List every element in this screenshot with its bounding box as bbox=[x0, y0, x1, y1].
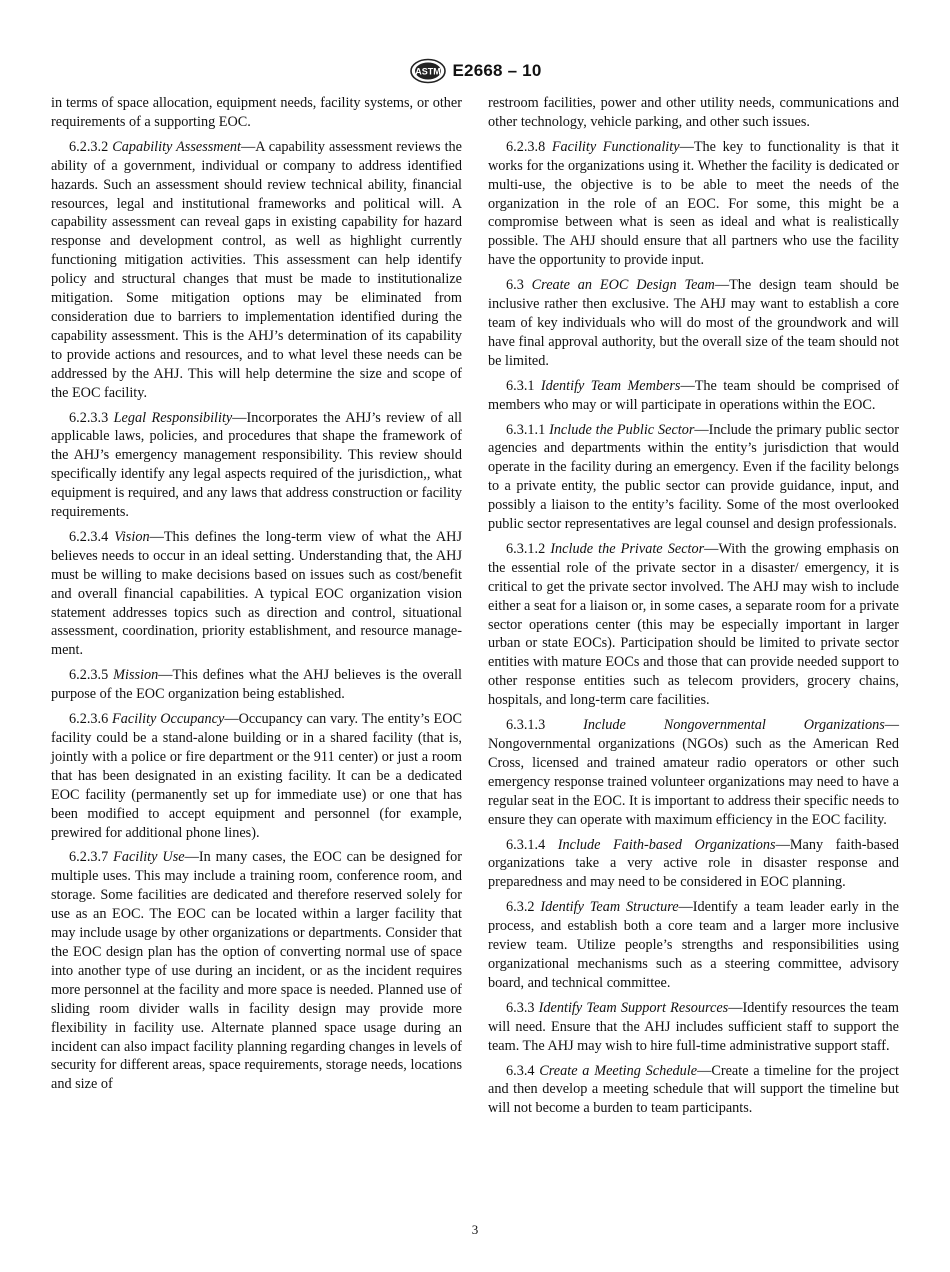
astm-logo-icon bbox=[409, 58, 447, 84]
page-header bbox=[0, 56, 950, 86]
section-title: Capability Assessment bbox=[112, 138, 242, 155]
section-body: —With the growing emphasis on the essential role of the private sector in a disaster/ emergency, it is critical to get the private sector involved. The AHJ may wish to include either a seat for a liaison or, in some cases, a separate room for a private sector operations center (this may be especially important in larger urban or state EOCs). Participation should be limited to private sector entities with mature EOCs and those that can provide needed support to other response entities such as telecom providers, grocery chains, hospitals, and long-term care facilities. bbox=[488, 540, 899, 709]
section-title: Legal Responsibility bbox=[113, 409, 233, 426]
right-column bbox=[488, 94, 899, 1124]
section-title: Facility Use bbox=[113, 849, 185, 866]
section-number: 6.2.3.3 bbox=[69, 409, 109, 426]
section-number: 6.2.3.8 bbox=[506, 138, 546, 155]
section-paragraph-6-3-2 bbox=[488, 898, 899, 993]
section-title: Include the Private Sector bbox=[550, 540, 705, 557]
section-paragraph-6-2-3-4 bbox=[51, 528, 462, 660]
section-paragraph-6-2-3-7 bbox=[51, 848, 462, 1094]
section-paragraph-6-3-1 bbox=[488, 377, 899, 415]
section-number: 6.3.3 bbox=[506, 999, 535, 1016]
section-number: 6.2.3.7 bbox=[69, 849, 109, 866]
section-number: 6.3.4 bbox=[506, 1062, 535, 1079]
section-title: Vision bbox=[114, 528, 150, 545]
section-body: —This defines the long-term view of what the AHJ believes needs to occur in an ideal setting. Understanding that, the AHJ must be willing to make decisions based on issues such as cost/benefit and overall financial capabilities. A typical EOC organization vision statement addresses topics such as direction and control, situational assessment, coordination, priority establishment, and resource management. bbox=[51, 528, 463, 659]
section-number: 6.3.1.4 bbox=[506, 836, 546, 853]
section-title: Identify Team Support Resources bbox=[538, 999, 729, 1016]
section-number: 6.2.3.5 bbox=[69, 667, 109, 684]
section-body: —The key to functionality is that it works for the organizations using it. Whether the facility is dedicated or multi-use, the objective is to be able to meet the needs of the organization in the role of an EOC. For some, this might be a compromise between what is seen as ideal and what is realistically possible. The AHJ should ensure that all partners who use the facility have the opportunity to provide input. bbox=[488, 138, 900, 269]
section-title: Identify Team Structure bbox=[540, 899, 679, 916]
section-paragraph-6-3-3 bbox=[488, 999, 899, 1056]
section-number: 6.2.3.4 bbox=[69, 528, 109, 545]
section-body: —In many cases, the EOC can be designed for multiple uses. This may include a training room, conference room, and storage. Some facilities are dedicated and therefore reserved solely for use as an EOC. The EOC can be located within a larger facility that may include usage by other organizations or departments. Consider that the EOC design plan has the option of converting normal use of space into another type of use during an incident, or as the incident requires more personnel at the facility and more space is needed. Planned use of sliding room divider walls in facility design may provide more flexibility in facility use. Alternate planned space usage during an incident can also impact facility planning regarding changes in levels of security for different areas, space requirements, storage needs, locations and size of bbox=[51, 849, 463, 1093]
section-body: —A capability assessment reviews the ability of a government, individual or company to address identified hazards. Such an assessment should review technical ability, financial resources, legal and institutional frameworks and political will. A capability assessment can reveal gaps in existing capability for hazard response and development control, as well as highlight currently functioning mitigation activities. This assessment can help identify policy and structural changes that must be made to institutionalize mitigation. Some mitigation options may be eliminated from consideration due to barriers to implementation identified during the capability assessment. This is the AHJ’s determination of its capability to provide actions and resources, and to what level these needs can be addressed by the AHJ. This will help determine the size and scope of the EOC facility. bbox=[51, 138, 462, 401]
section-paragraph-6-3-1-4 bbox=[488, 836, 899, 893]
section-paragraph-6-3-1-3 bbox=[488, 716, 899, 829]
section-title: Facility Functionality bbox=[551, 138, 680, 155]
section-paragraph-6-3-1-1 bbox=[488, 421, 899, 534]
left-continuation-paragraph: in terms of space allocation, equipment needs, facility systems, or other requirements of a supporting EOC. bbox=[51, 95, 462, 130]
section-title: Include Faith-based Organizations bbox=[557, 836, 776, 853]
section-paragraph-6-3 bbox=[488, 276, 899, 371]
section-paragraph-6-3-4 bbox=[488, 1062, 899, 1119]
section-title: Facility Occupancy bbox=[112, 711, 225, 728]
section-title: Create a Meeting Schedule bbox=[539, 1062, 698, 1079]
section-body: —Occupancy can vary. The entity’s EOC facility could be a stand-alone building or in a shared facility (that is, jointly with a police or fire department or the 911 center) or just a room that has been designated in an existing facility. It can be a dedicated EOC facility (permanently set up for immediate use) or one that has been modified to accept equipment and personnel (for example, prewired for additional phone lines). bbox=[51, 711, 463, 841]
section-number: 6.3.2 bbox=[506, 899, 535, 916]
section-paragraph-6-3-1-2 bbox=[488, 540, 899, 710]
section-body: —The design team should be inclusive rather then exclusive. The AHJ may want to establish a core team of key individuals who will do most of the groundwork and will have final approval authority, but the overall size of the team should not be limited. bbox=[488, 277, 900, 369]
page-number: 3 bbox=[471, 1222, 479, 1237]
section-paragraph-6-2-3-8 bbox=[488, 138, 899, 270]
section-number: 6.2.3.2 bbox=[69, 138, 109, 155]
left-sections bbox=[51, 138, 462, 1094]
section-number: 6.3 bbox=[506, 277, 524, 294]
section-number: 6.3.1 bbox=[506, 377, 535, 394]
section-body: —This defines what the AHJ believes is the overall purpose of the EOC organization being established. bbox=[51, 667, 463, 703]
section-body: —Include the primary public sector agencies and departments within the entity’s jurisdiction that would operate in the facility during an emergency. Even if the facility belongs to a private entity, the public sector can provide guidance, input, and possibly a liaison to the entity’s facility. Some of the most overlooked public sector representatives are legal counsel and design professionals. bbox=[488, 421, 900, 533]
section-number: 6.3.1.2 bbox=[506, 540, 546, 557]
section-paragraph-6-2-3-2 bbox=[51, 138, 462, 403]
section-number: 6.3.1.1 bbox=[506, 421, 546, 438]
svg-text:ASTM: ASTM bbox=[414, 66, 441, 77]
section-title: Mission bbox=[113, 667, 159, 684]
section-title: Include Nongovernmental Organizations bbox=[583, 717, 885, 734]
section-body: —Create a timeline for the project and then develop a meeting schedule that will support the timeline but will not become a burden to team participants. bbox=[488, 1062, 900, 1117]
section-body: —Identify resources the team will need. Ensure that the AHJ includes sufficient staff to support the team. The AHJ may wish to hire full-time administrative support staff. bbox=[488, 999, 900, 1054]
section-title: Include the Public Sector bbox=[549, 421, 695, 438]
section-body: — Nongovernmental organizations (NGOs) such as the American Red Cross, licensed and trained amateur radio operators or other such emergency response trained volunteer organizations may need to have a regular seat in the EOC. It is important to address their specific needs to ensure they can operate with maximum efficiency in the EOC facility. bbox=[488, 717, 899, 828]
section-paragraph-6-2-3-3 bbox=[51, 409, 462, 522]
section-number: 6.2.3.6 bbox=[69, 711, 109, 728]
section-paragraph-6-2-3-6 bbox=[51, 710, 462, 842]
document-designation: E2668 – 10 bbox=[452, 61, 542, 80]
right-sections bbox=[488, 138, 899, 1118]
right-continuation-paragraph: restroom facilities, power and other utility needs, communications and other technology, vehicle parking, and other such issues. bbox=[488, 95, 899, 130]
section-title: Create an EOC Design Team bbox=[531, 277, 715, 294]
left-column bbox=[51, 94, 462, 1100]
section-number: 6.3.1.3 bbox=[506, 717, 546, 734]
section-title: Identify Team Members bbox=[540, 377, 681, 394]
section-body: —Identify a team leader early in the process, and establish both a core team and a larger more inclusive review team. Utilize people’s strengths and responsibilities using organizational mechanisms such as a steering committee, advisory board, and technical committee. bbox=[488, 899, 900, 991]
section-body: —The team should be comprised of members who may or will participate in operations within the EOC. bbox=[488, 377, 899, 413]
section-body: —Many faith-based organizations take a very active role in disaster response and preparedness and may need to be considered in EOC planning. bbox=[488, 836, 899, 891]
section-paragraph-6-2-3-5 bbox=[51, 666, 462, 704]
section-body: —Incorporates the AHJ’s review of all applicable laws, policies, and procedures that shape the framework of the AHJ’s emergency management responsibility. This review should specifically identify any legal aspects required of the jurisdiction,, what equipment is required, and any laws that address construction or facility requirements. bbox=[51, 409, 463, 521]
